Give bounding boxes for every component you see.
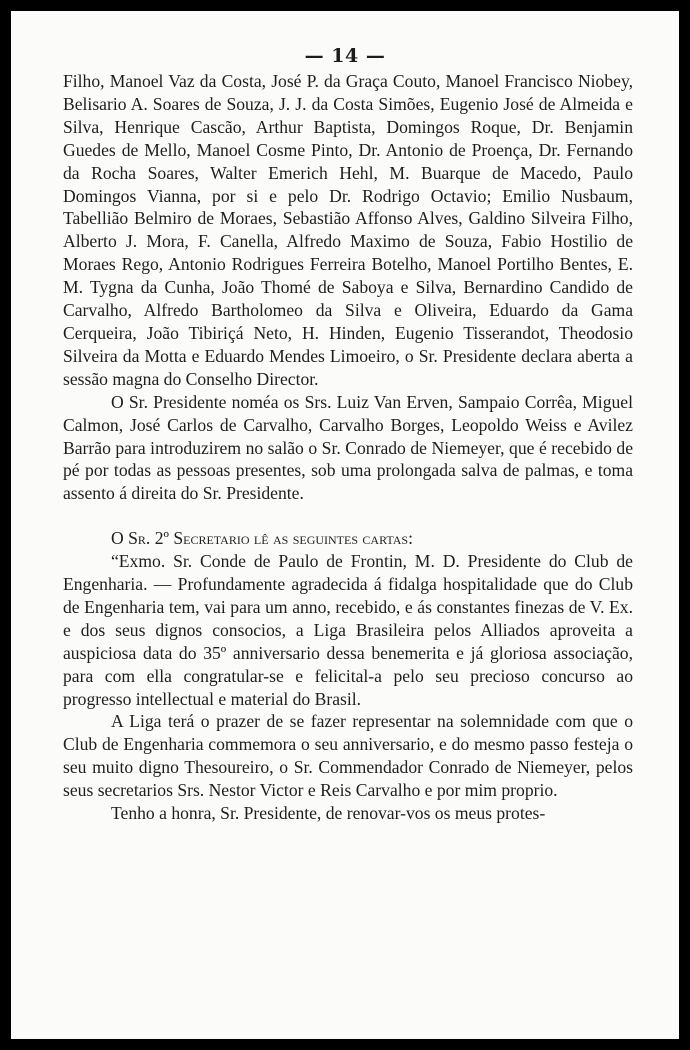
paragraph-nomination: O Sr. Presidente noméa os Srs. Luiz Van Erven, Sampaio Corrêa, Miguel Calmon, José Carlos de Carvalho, Carvalho Borges, Leopoldo Weiss e Avilez Barrão para introduzirem no salão o Sr. Conrado de Niemeyer, que é recebido de pé por todas as pessoas presentes, sob uma prolongada salva de palmas, e toma assento á direita do Sr. Presidente. [63, 391, 633, 504]
paragraph-letter-closing: Tenho a honra, Sr. Presidente, de renovar-vos os meus protes- [111, 803, 546, 824]
document-page [11, 11, 679, 1039]
page-number: — 14 — [304, 45, 386, 67]
body-text [63, 70, 633, 825]
paragraph-letter-representation: A Liga terá o prazer de se fazer representar na solemnidade com que o Club de Engenharia commemora o seu anniversario, e do mesmo passo festeja o seu muito digno Thesoureiro, o Sr. Commendador Conrado de Niemeyer, pelos seus secretarios Srs. Nestor Victor e Reis Carvalho e por mim proprio. [63, 711, 633, 801]
paragraph-letter-opening: “Exmo. Sr. Conde de Paulo de Frontin, M. D. Presidente do Club de Engenharia. — Profundamente agradecida á fidalga hospitalidade que do Club de Engenharia tem, vai para um anno, recebido, e ás constantes finezas de V. Ex. e dos seus dignos consocios, a Liga Brasileira pelos Alliados aproveita a auspiciosa data do 35º anniversario dessa benemerita e já gloriosa associação, para com ella congratular-se e felicital-a pelo seu precioso concurso ao progresso intellectual e material do Brasil. [63, 551, 633, 709]
paragraph-attendees: Filho, Manoel Vaz da Costa, José P. da Graça Couto, Manoel Francisco Niobey, Belisario A. Soares de Souza, J. J. da Costa Simões, Eugenio José de Almeida e Silva, Henrique Cascão, Arthur Baptista, Domingos Roque, Dr. Benjamin Guedes de Mello, Manoel Cosme Pinto, Dr. Antonio de Proença, Dr. Fernando da Rocha Soares, Walter Emerich Hehl, M. Buarque de Macedo, Paulo Domingos Vianna, por si e pelo Dr. Rodrigo Octavio; Emilio Nusbaum, Tabellião Belmiro de Moraes, Sebastião Affonso Alves, Galdino Silveira Filho, Alberto J. Mora, F. Canella, Alfredo Maximo de Souza, Fabio Hostilio de Moraes Rego, Antonio Rodrigues Ferreira Botelho, Manoel Portilho Bentes, E. M. Tygna da Cunha, João Thomé de Saboya e Silva, Bernardino Candido de Carvalho, Alfredo Bartholomeo da Silva e Oliveira, Eduardo da Gama Cerqueira, João Tibiriçá Neto, H. Hinden, Eugenio Tisserandot, Theodosio Silveira da Motta e Eduardo Mendes Limoeiro, o Sr. Presidente declara aberta a sessão magna do Conselho Director. [63, 71, 633, 389]
paragraph-secretary-reads: O Sr. 2º Secretario lê as seguintes cartas: [111, 528, 413, 549]
